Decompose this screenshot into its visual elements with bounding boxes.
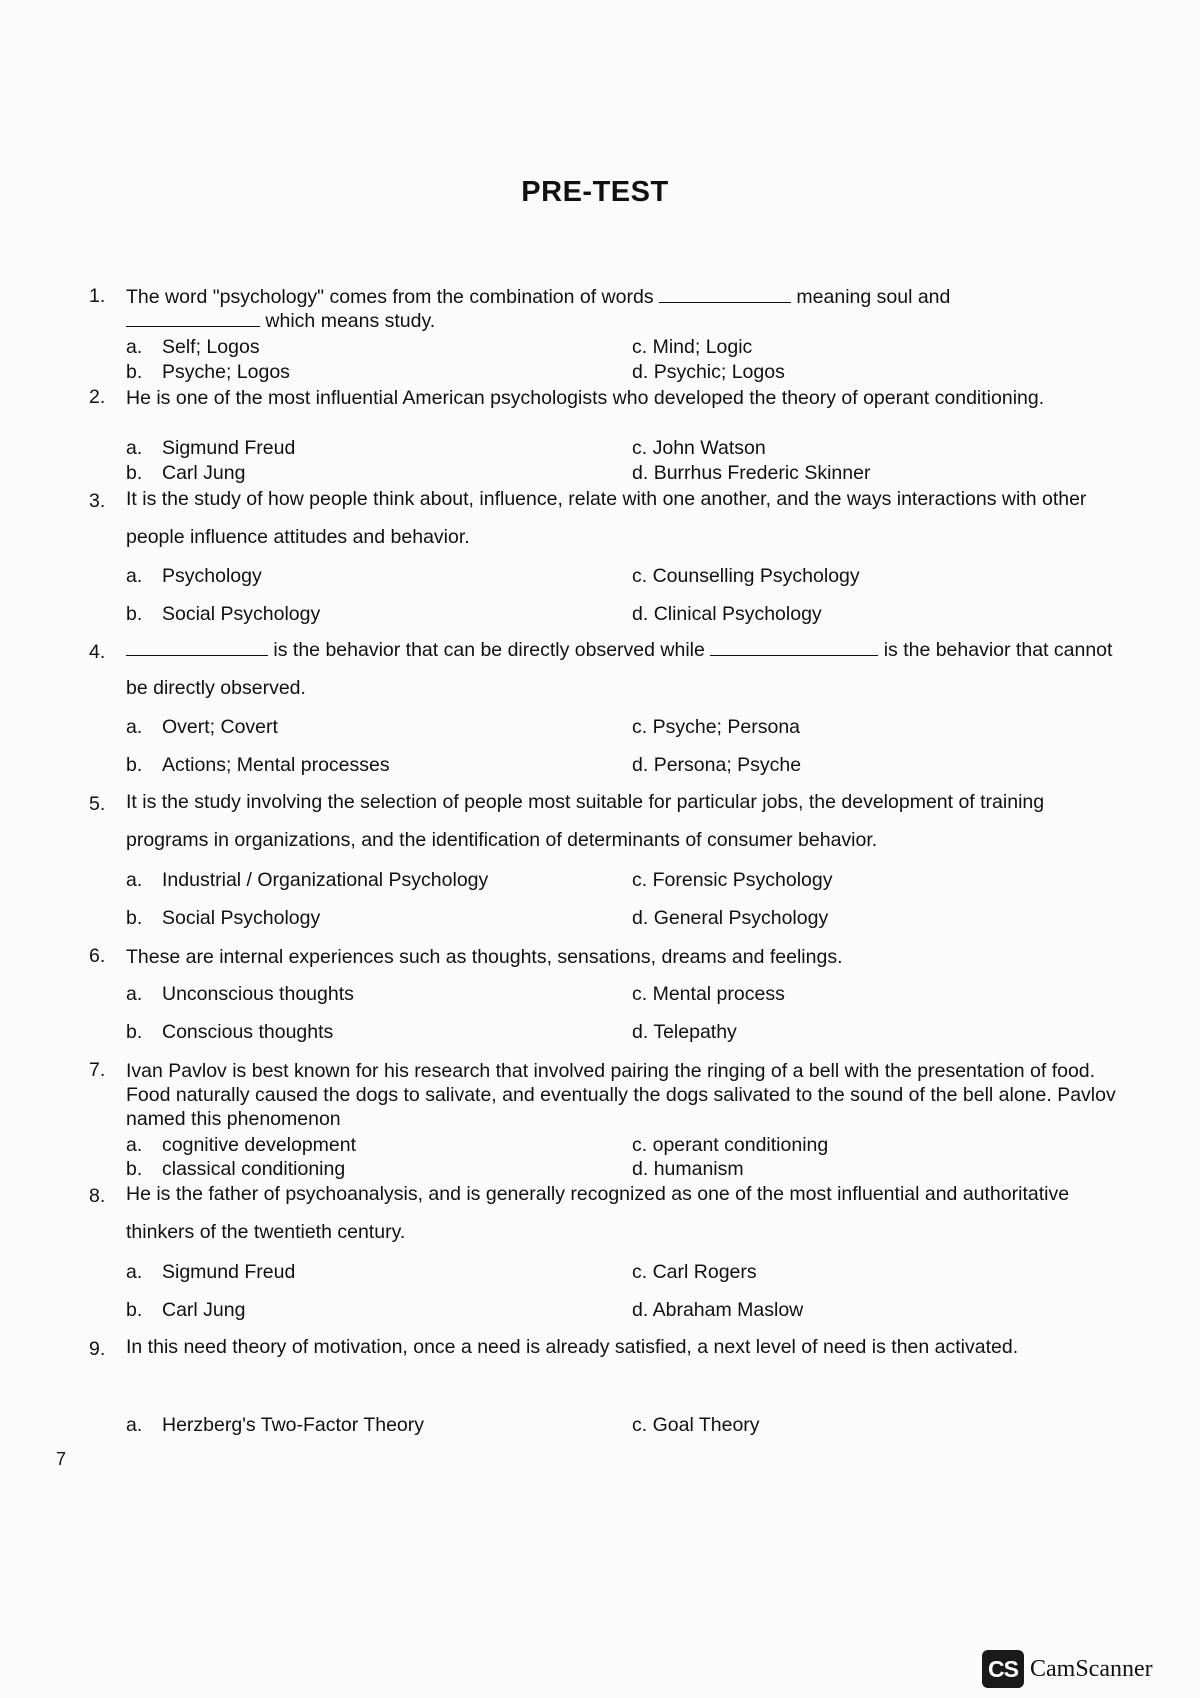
option-d: d. Clinical Psychology	[632, 603, 822, 625]
option-b: b. Conscious thoughts	[126, 1021, 334, 1043]
option-a: a. Herzberg's Two-Factor Theory	[126, 1414, 425, 1436]
question-stem: It is the study of how people think about, influence, relate with one another, and the ways interactions with other people influence attitudes and behavior.	[126, 488, 1087, 548]
option-d: d. Burrhus Frederic Skinner	[632, 462, 871, 484]
question-stem: He is the father of psychoanalysis, and is generally recognized as one of the most influential and authoritative thinkers of the twentieth century.	[126, 1183, 1070, 1243]
option-a: a. Unconscious thoughts	[126, 983, 354, 1005]
answer-blank	[710, 639, 878, 656]
option-c: c. Goal Theory	[632, 1414, 760, 1436]
question-number: 7.	[89, 1059, 106, 1081]
option-c: c. operant conditioning	[632, 1134, 829, 1156]
option-a: a. Sigmund Freud	[126, 437, 296, 459]
question-number: 3.	[89, 490, 106, 512]
option-b: b. Carl Jung	[126, 1299, 246, 1321]
option-c: c. John Watson	[632, 437, 766, 459]
question-number: 5.	[89, 793, 106, 815]
camscanner-label: CamScanner	[1030, 1655, 1153, 1682]
option-d: d. General Psychology	[632, 907, 829, 929]
option-b: b. Social Psychology	[126, 907, 321, 929]
option-a: a. cognitive development	[126, 1134, 357, 1156]
option-a: a. Industrial / Organizational Psychology	[126, 869, 489, 891]
question-number: 6.	[89, 945, 106, 967]
question-stem: These are internal experiences such as thoughts, sensations, dreams and feelings.	[126, 946, 843, 968]
question-number: 9.	[89, 1338, 106, 1360]
option-c: c. Psyche; Persona	[632, 716, 801, 738]
option-b: b. classical conditioning	[126, 1158, 346, 1180]
option-a: a. Self; Logos	[126, 336, 260, 358]
option-d: d. Psychic; Logos	[632, 361, 785, 383]
question-number: 4.	[89, 641, 106, 663]
question-stem: He is one of the most influential American psychologists who developed the theory of operant conditioning.	[126, 387, 1045, 409]
answer-blank	[126, 310, 260, 327]
option-c: c. Carl Rogers	[632, 1261, 757, 1283]
camscanner-logo-icon: CS	[982, 1650, 1024, 1688]
option-b: b. Psyche; Logos	[126, 361, 290, 383]
option-d: d. Telepathy	[632, 1021, 737, 1043]
option-a: a. Psychology	[126, 565, 262, 587]
option-a: a. Overt; Covert	[126, 716, 278, 738]
page-title: PRE-TEST	[521, 176, 669, 208]
option-c: c. Mind; Logic	[632, 336, 753, 358]
question-stem: Ivan Pavlov is best known for his research that involved pairing the ringing of a bell with the presentation of food. Food naturally caused the dogs to salivate, and eventually the dogs salivated to the sound of the bell alone. Pavlov named this phenomenon	[126, 1060, 1116, 1130]
option-b: b. Actions; Mental processes	[126, 754, 390, 776]
page-number: 7	[56, 1449, 67, 1469]
option-c: c. Mental process	[632, 983, 785, 1005]
option-b: b. Social Psychology	[126, 603, 321, 625]
question-number: 8.	[89, 1185, 106, 1207]
question-number: 1.	[89, 285, 106, 307]
option-a: a. Sigmund Freud	[126, 1261, 296, 1283]
option-c: c. Forensic Psychology	[632, 869, 833, 891]
option-d: d. Abraham Maslow	[632, 1299, 804, 1321]
option-d: d. humanism	[632, 1158, 744, 1180]
question-stem: It is the study involving the selection of people most suitable for particular jobs, the development of training programs in organizations, and the identification of determinants of consumer behavior.	[126, 791, 1045, 851]
question-stem: The word "psychology" comes from the combination of words meaning soul and which means study.	[126, 286, 951, 332]
camscanner-watermark	[982, 1650, 1153, 1688]
option-c: c. Counselling Psychology	[632, 565, 860, 587]
answer-blank	[126, 639, 268, 656]
option-d: d. Persona; Psyche	[632, 754, 802, 776]
question-stem: In this need theory of motivation, once a need is already satisfied, a next level of need is then activated.	[126, 1336, 1019, 1358]
question-number: 2.	[89, 386, 106, 408]
answer-blank	[659, 286, 791, 303]
question-stem: is the behavior that can be directly observed while is the behavior that cannot be directly observed.	[126, 639, 1113, 699]
option-b: b. Carl Jung	[126, 462, 246, 484]
